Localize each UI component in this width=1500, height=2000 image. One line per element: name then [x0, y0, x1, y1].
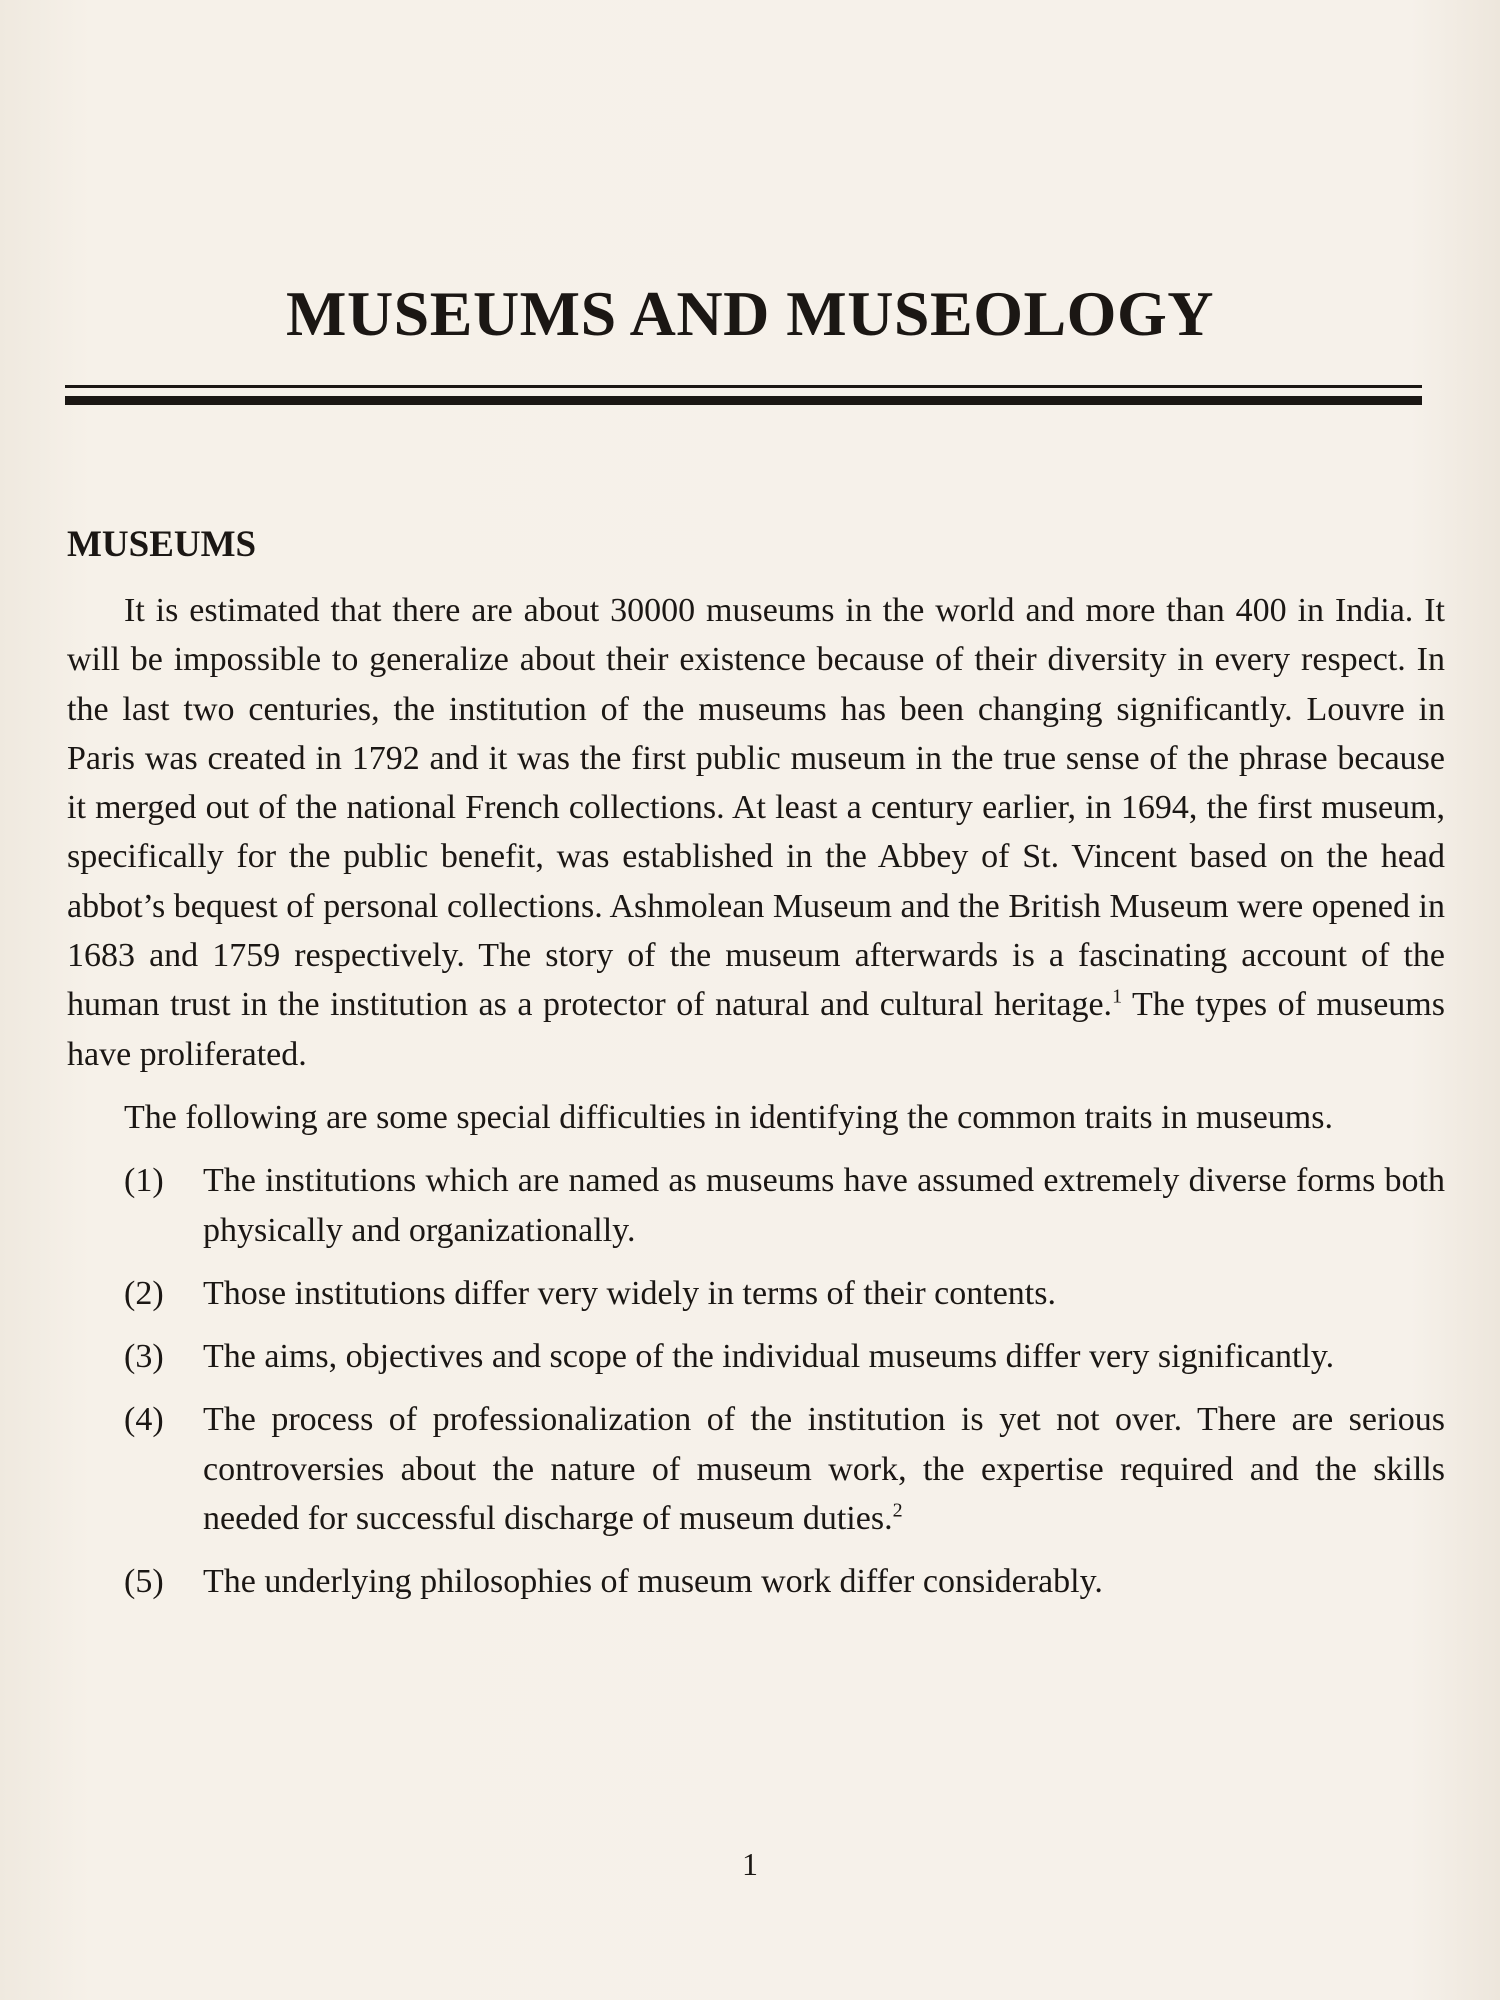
list-item-text: The institutions which are named as museums have assumed extremely diverse forms both physically and organizationally.: [203, 1162, 1445, 1249]
list-item-number: (5): [124, 1563, 164, 1601]
list-item: [67, 1332, 1445, 1381]
list-item-text: The process of professionalization of the institution is yet not over. There are serious controversies about the nature of museum work, the expertise required and the skills needed for successful discharge of museum duties.: [203, 1401, 1445, 1538]
page-title: MUSEUMS AND MUSEOLOGY: [286, 278, 1214, 349]
title-rule-thin: [65, 385, 1422, 388]
page-number: 1: [742, 1846, 758, 1882]
list-item: [67, 1269, 1445, 1318]
footnote-marker-2: 2: [892, 1499, 903, 1522]
list-item: [67, 1156, 1445, 1255]
list-item-text: The aims, objectives and scope of the individual museums differ very significantly.: [203, 1338, 1335, 1376]
section-body: [67, 586, 1445, 1621]
footnote-marker-1: 1: [1112, 986, 1123, 1009]
paragraph-1-tail: The types of museums have proliferated.: [67, 986, 1445, 1073]
list-item: [67, 1395, 1445, 1543]
list-item-number: (1): [124, 1162, 164, 1200]
section-heading: MUSEUMS: [67, 524, 257, 565]
paragraph-2: The following are some special difficulties in identifying the common traits in museums.: [124, 1098, 1333, 1136]
list-item: [67, 1557, 1445, 1606]
list-item-text: The underlying philosophies of museum work differ considerably.: [203, 1563, 1103, 1601]
list-item-text: Those institutions differ very widely in terms of their contents.: [203, 1274, 1056, 1312]
difficulties-list: [67, 1156, 1445, 1606]
list-item-number: (2): [124, 1274, 164, 1312]
list-item-number: (4): [124, 1401, 164, 1439]
paragraph-1: [67, 586, 1445, 1079]
title-rule-thick: [65, 396, 1422, 405]
list-item-number: (3): [124, 1338, 164, 1376]
paragraph-1-text: It is estimated that there are about 30000 museums in the world and more than 400 in India. It will be impossible to generalize about their existence because of their diversity in every respect. In the last two centuries, the institution of the museums has been changing significantly. Louvre in Paris was created in 1792 and it was the first public museum in the true sense of the phrase because it merged out of the national French collections. At least a century earlier, in 1694, the first museum, specifically for the public benefit, was established in the Abbey of St. Vincent based on the head abbot’s bequest of personal collections. Ashmolean Museum and the British Museum were opened in 1683 and 1759 respectively. The story of the museum afterwards is a fascinating account of the human trust in the institution as a protector of natural and cultural heritage.: [67, 592, 1445, 1024]
